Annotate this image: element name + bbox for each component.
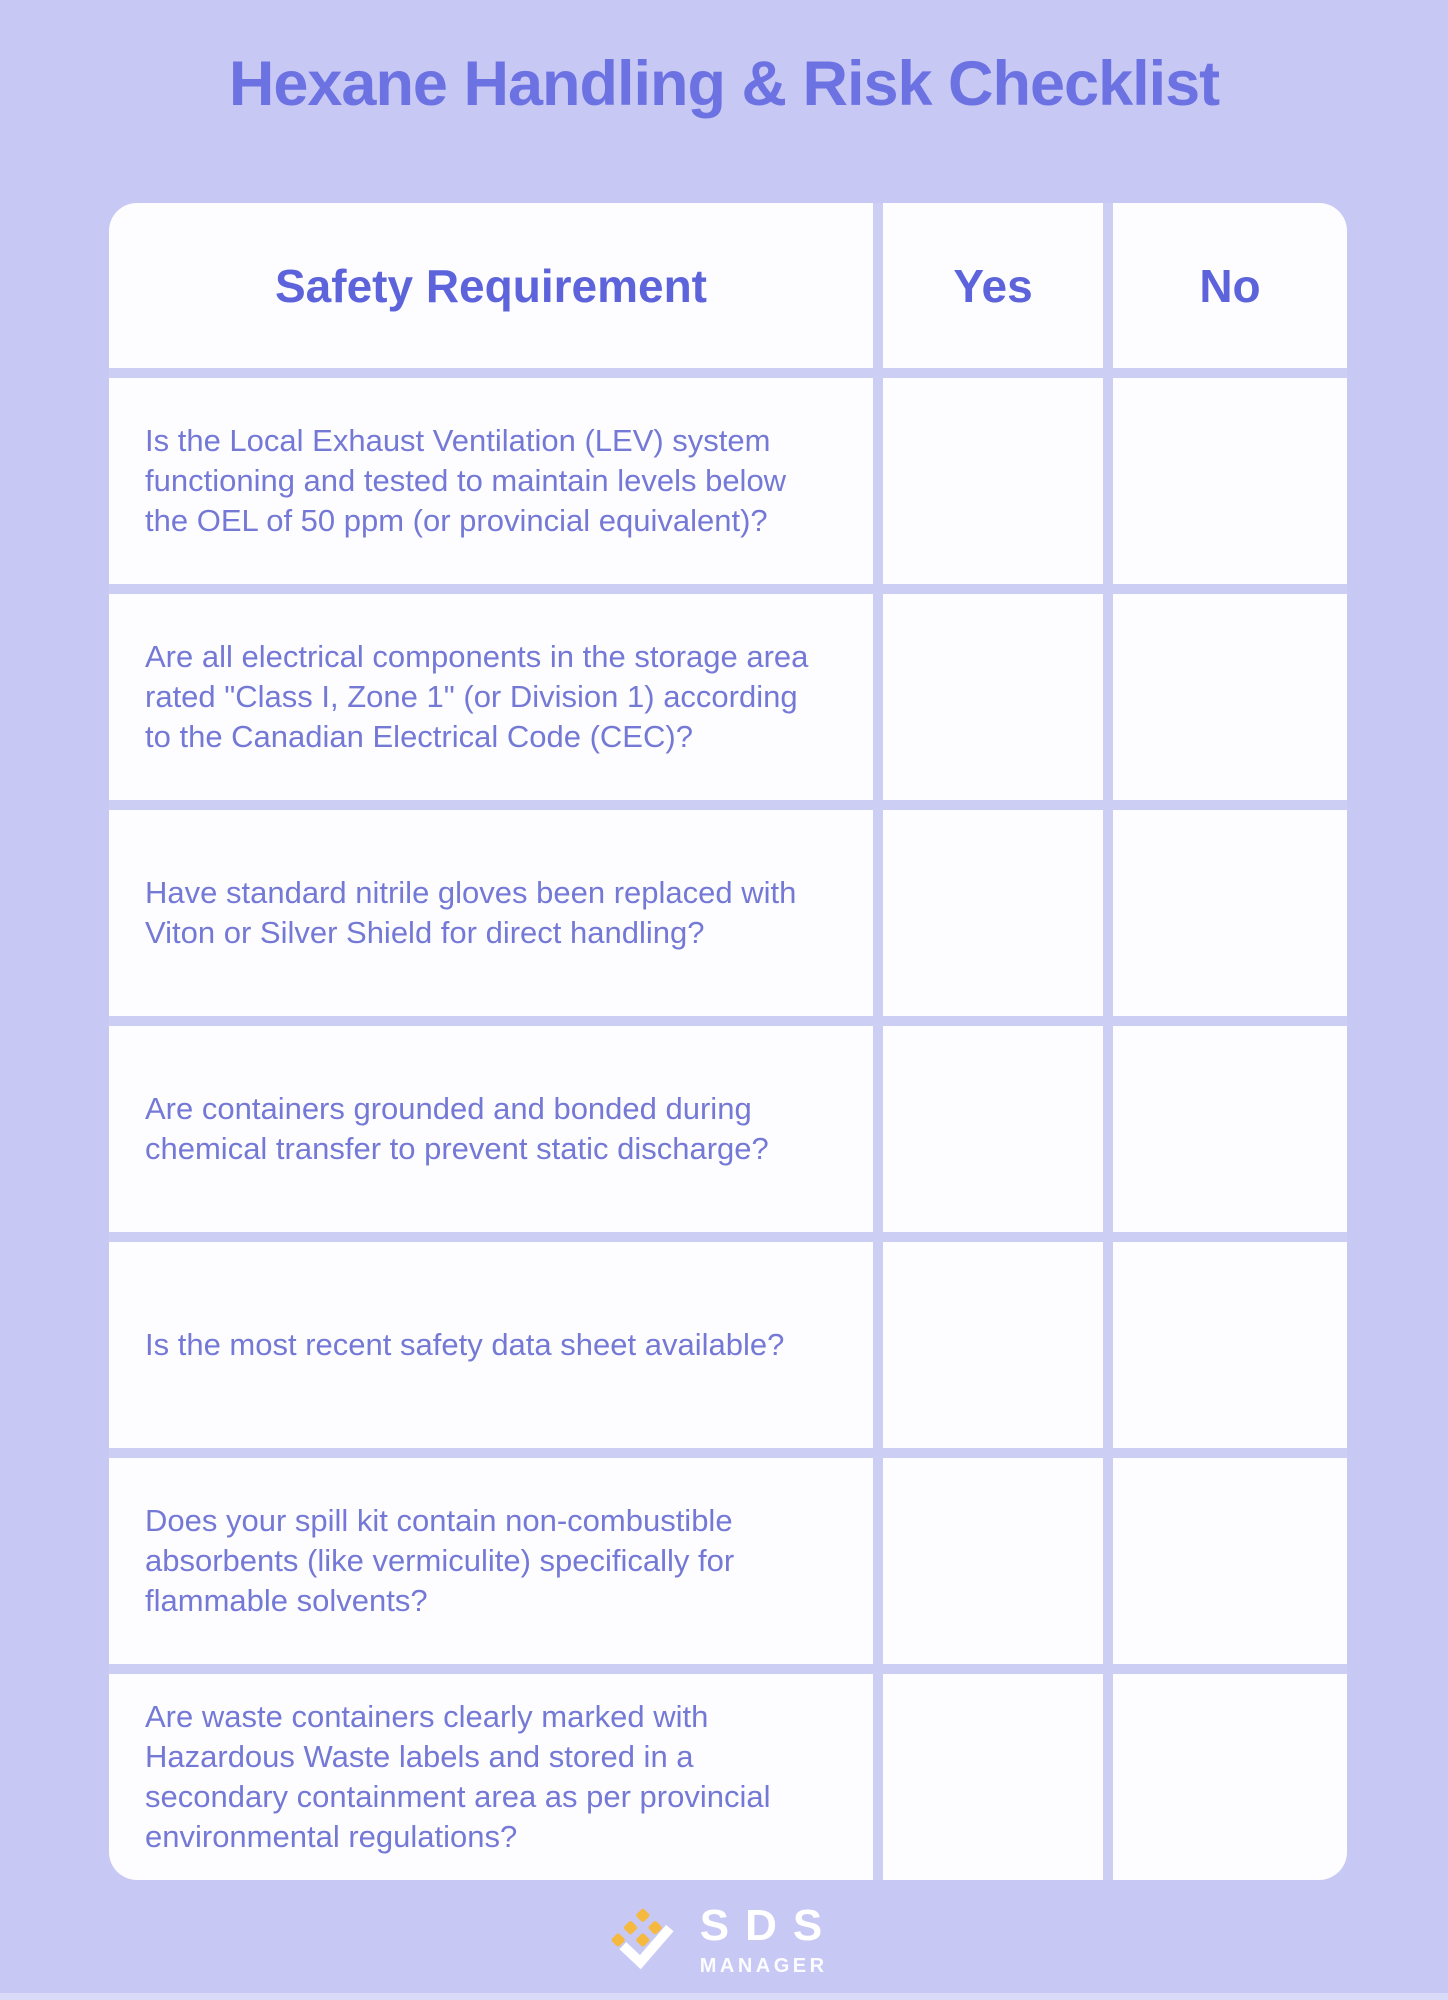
header-cell-no: No	[1113, 203, 1347, 368]
yes-answer-cell[interactable]	[883, 810, 1103, 1016]
page-bottom-edge	[0, 1993, 1448, 2000]
yes-answer-cell[interactable]	[883, 1458, 1103, 1664]
brand-text	[699, 1901, 839, 1977]
yes-answer-cell[interactable]	[883, 1242, 1103, 1448]
no-answer-cell[interactable]	[1113, 1458, 1347, 1664]
question-cell: Is the Local Exhaust Ventilation (LEV) system functioning and tested to maintain levels below the OEL of 50 ppm (or provincial equivalent)?	[109, 378, 873, 584]
no-answer-cell[interactable]	[1113, 1026, 1347, 1232]
yes-answer-cell[interactable]	[883, 1674, 1103, 1880]
brand-name: SDS	[699, 1901, 839, 1950]
question-cell: Have standard nitrile gloves been replaced with Viton or Silver Shield for direct handling?	[109, 810, 873, 1016]
no-answer-cell[interactable]	[1113, 1242, 1347, 1448]
footer-brand	[0, 1880, 1448, 2000]
no-answer-cell[interactable]	[1113, 378, 1347, 584]
question-cell: Are waste containers clearly marked with Hazardous Waste labels and stored in a secondary containment area as per provincial environmental regulations?	[109, 1674, 873, 1880]
yes-answer-cell[interactable]	[883, 594, 1103, 800]
no-answer-cell[interactable]	[1113, 810, 1347, 1016]
question-cell: Does your spill kit contain non-combustible absorbents (like vermiculite) specifically for flammable solvents?	[109, 1458, 873, 1664]
no-answer-cell[interactable]	[1113, 594, 1347, 800]
brand-subtitle: MANAGER	[699, 1955, 828, 1977]
no-answer-cell[interactable]	[1113, 1674, 1347, 1880]
checklist-table	[109, 203, 1347, 1880]
question-cell: Are all electrical components in the storage area rated "Class I, Zone 1" (or Division 1) according to the Canadian Electrical Code (CEC)?	[109, 594, 873, 800]
yes-answer-cell[interactable]	[883, 378, 1103, 584]
question-cell: Are containers grounded and bonded during chemical transfer to prevent static discharge?	[109, 1026, 873, 1232]
yes-answer-cell[interactable]	[883, 1026, 1103, 1232]
header-cell-safety-requirement: Safety Requirement	[109, 203, 873, 368]
page-title: Hexane Handling & Risk Checklist	[228, 49, 1220, 119]
header-cell-yes: Yes	[883, 203, 1103, 368]
question-cell: Is the most recent safety data sheet available?	[109, 1242, 873, 1448]
sds-manager-logo-icon	[610, 1908, 674, 1972]
